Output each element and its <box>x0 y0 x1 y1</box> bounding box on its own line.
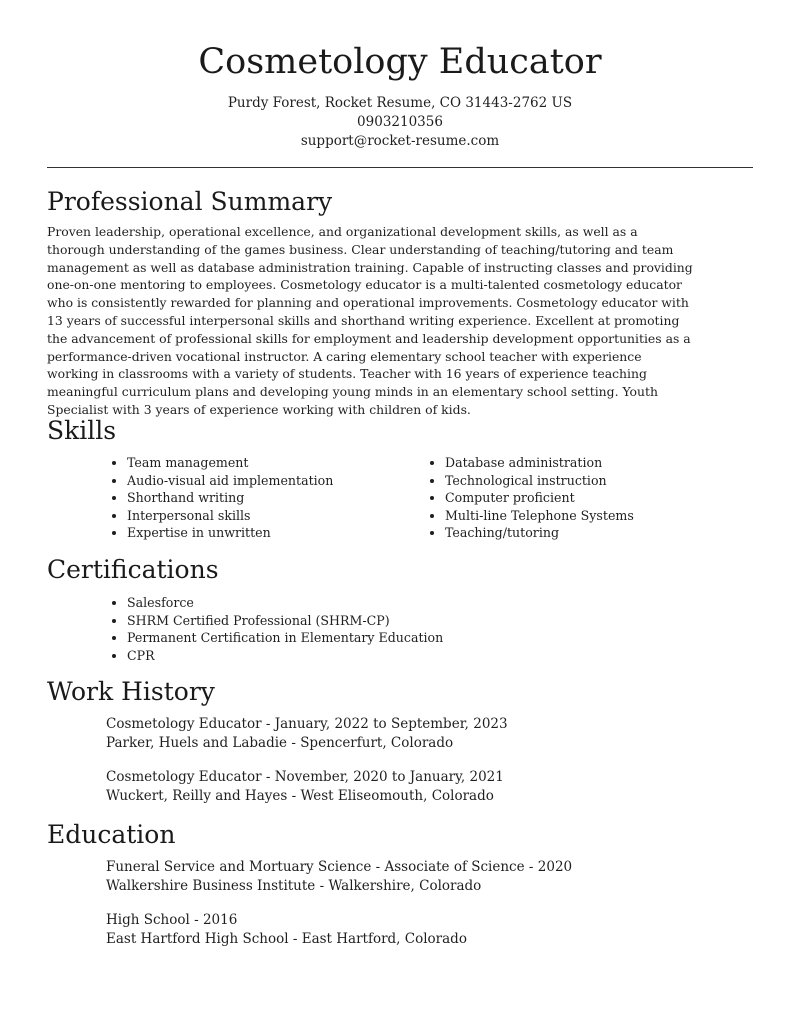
list-item: • Multi-line Telephone Systems <box>445 507 742 525</box>
section-work-history <box>47 677 753 806</box>
certifications-list <box>106 594 753 664</box>
education-degree-line: Funeral Service and Mortuary Science - Associate of Science - 2020 <box>106 859 573 875</box>
skills-column-left <box>106 454 424 542</box>
list-item: • Expertise in unwritten <box>127 524 424 542</box>
list-item: • Salesforce <box>127 594 753 612</box>
contact-phone: 0903210356 <box>357 114 443 130</box>
education-school: Walkershire Business Institute <box>106 878 316 894</box>
work-company-line: Parker, Huels and Labadie - Spencerfurt, Colorado <box>106 735 454 751</box>
education-school-line: East Hartford High School - East Hartford, Colorado <box>106 931 467 947</box>
work-title-line: Cosmetology Educator - November, 2020 to January, 2021 <box>106 769 504 785</box>
job-title: Cosmetology Educator <box>106 769 262 785</box>
list-item: • Database administration <box>445 454 742 472</box>
education-entry <box>106 858 753 896</box>
job-company: Wuckert, Reilly and Hayes <box>106 788 288 804</box>
job-dates: January, 2022 to September, 2023 <box>274 716 508 732</box>
section-skills <box>47 416 753 542</box>
list-item: • Permanent Certification in Elementary Education <box>127 629 753 647</box>
education-year: 2020 <box>537 859 573 875</box>
header-divider <box>47 167 753 168</box>
section-certifications <box>47 555 753 664</box>
work-entry <box>106 715 753 753</box>
work-company-line: Wuckert, Reilly and Hayes - West Eliseomouth, Colorado <box>106 788 494 804</box>
education-list <box>106 858 753 949</box>
skills-column-right <box>424 454 742 542</box>
list-item: • Shorthand writing <box>127 489 424 507</box>
contact-address: Purdy Forest, Rocket Resume, CO 31443-2762 US <box>227 95 573 111</box>
education-entry <box>106 911 753 949</box>
section-summary <box>47 187 753 419</box>
skills-grid <box>106 454 753 542</box>
list-item: • CPR <box>127 647 753 665</box>
list-item: • Audio-visual aid implementation <box>127 472 424 490</box>
section-heading-skills: Skills <box>47 416 117 445</box>
education-location: Walkershire, Colorado <box>328 878 482 894</box>
job-title: Cosmetology Educator <box>106 716 262 732</box>
list-item: • Computer proficient <box>445 489 742 507</box>
list-item: • Team management <box>127 454 424 472</box>
education-school: East Hartford High School <box>106 931 289 947</box>
contact-email: support@rocket-resume.com <box>300 133 500 149</box>
section-heading-education: Education <box>47 820 176 849</box>
work-title-line: Cosmetology Educator - January, 2022 to September, 2023 <box>106 716 508 732</box>
section-heading-summary: Professional Summary <box>47 187 333 216</box>
skills-list-right <box>424 454 742 542</box>
list-item: • Teaching/tutoring <box>445 524 742 542</box>
list-item: • Technological instruction <box>445 472 742 490</box>
resume-header <box>0 0 800 151</box>
candidate-name: Cosmetology Educator <box>198 42 602 82</box>
list-item: • SHRM Certified Professional (SHRM-CP) <box>127 612 753 630</box>
education-location: East Hartford, Colorado <box>301 931 467 947</box>
education-degree: Funeral Service and Mortuary Science - Associate of Science <box>106 859 525 875</box>
contact-info <box>0 94 800 151</box>
certifications-block <box>106 594 753 664</box>
section-heading-certifications: Certifications <box>47 555 219 584</box>
education-degree: High School <box>106 912 190 928</box>
work-list <box>106 715 753 806</box>
education-degree-line: High School - 2016 <box>106 912 238 928</box>
list-item: • Interpersonal skills <box>127 507 424 525</box>
summary-text: Proven leadership, operational excellence, and organizational development skills, as well as a thorough understanding of the games business. Clear understanding of teaching/tutoring and team management as well as database administration training. Capable of instructing classes and providing one-on-one mentoring to employees. Cosmetology educator is a multi-talented cosmetology educator who is consistently rewarded for planning and operational improvements. Cosmetology educator with 13 years of successful interpersonal skills and shorthand writing experience. Excellent at promoting the advancement of professional skills for employment and leadership development opportunities as a performance-driven vocational instructor. A caring elementary school teacher with experience working in classrooms with a variety of students. Teacher with 16 years of experience teaching meaningful curriculum plans and developing young minds in an elementary school setting. Youth Specialist with 3 years of experience working with children of kids. <box>47 224 693 417</box>
skills-list-left <box>106 454 424 542</box>
job-dates: November, 2020 to January, 2021 <box>274 769 504 785</box>
education-school-line: Walkershire Business Institute - Walkershire, Colorado <box>106 878 482 894</box>
section-education <box>47 820 753 949</box>
education-year: 2016 <box>202 912 238 928</box>
job-company: Parker, Huels and Labadie <box>106 735 288 751</box>
job-location: West Eliseomouth, Colorado <box>300 788 494 804</box>
work-entry <box>106 768 753 806</box>
job-location: Spencerfurt, Colorado <box>300 735 454 751</box>
section-heading-work: Work History <box>47 677 215 706</box>
